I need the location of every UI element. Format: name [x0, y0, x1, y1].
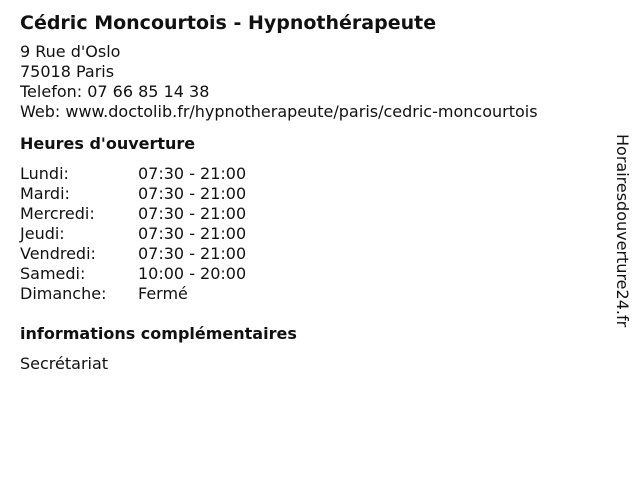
info-heading: informations complémentaires — [20, 324, 297, 343]
hours-row-friday — [20, 244, 600, 264]
hours-row-saturday — [20, 264, 600, 284]
day-label: Vendredi: — [20, 244, 96, 263]
info-text: Secrétariat — [20, 354, 109, 373]
brand-watermark: Horairesdouverture24.fr — [613, 134, 632, 328]
web-link[interactable]: www.doctolib.fr/hypnotherapeute/paris/cedric-moncourtois — [65, 102, 538, 121]
business-card — [20, 10, 600, 374]
city-address: 75018 Paris — [20, 62, 115, 81]
phone-label: Telefon: — [20, 82, 83, 101]
day-hours: 07:30 - 21:00 — [138, 244, 247, 263]
day-hours: 07:30 - 21:00 — [138, 164, 247, 183]
day-hours: Fermé — [138, 284, 188, 303]
day-hours: 07:30 - 21:00 — [138, 204, 247, 223]
day-hours: 10:00 - 20:00 — [138, 264, 247, 283]
business-title: Cédric Moncourtois - Hypnothérapeute — [20, 12, 437, 34]
web-label: Web: — [20, 102, 61, 121]
day-hours: 07:30 - 21:00 — [138, 224, 247, 243]
day-label: Jeudi: — [20, 224, 65, 243]
hours-row-wednesday — [20, 204, 600, 224]
hours-heading: Heures d'ouverture — [20, 134, 196, 153]
phone-number[interactable]: 07 66 85 14 38 — [87, 82, 210, 101]
web-line — [20, 102, 600, 122]
day-hours: 07:30 - 21:00 — [138, 184, 247, 203]
hours-row-tuesday — [20, 184, 600, 204]
day-label: Lundi: — [20, 164, 69, 183]
hours-table — [20, 164, 600, 304]
hours-row-sunday — [20, 284, 600, 304]
phone-line — [20, 82, 600, 102]
hours-row-monday — [20, 164, 600, 184]
hours-row-thursday — [20, 224, 600, 244]
day-label: Dimanche: — [20, 284, 107, 303]
day-label: Mardi: — [20, 184, 70, 203]
day-label: Mercredi: — [20, 204, 95, 223]
day-label: Samedi: — [20, 264, 86, 283]
street-address: 9 Rue d'Oslo — [20, 42, 121, 61]
